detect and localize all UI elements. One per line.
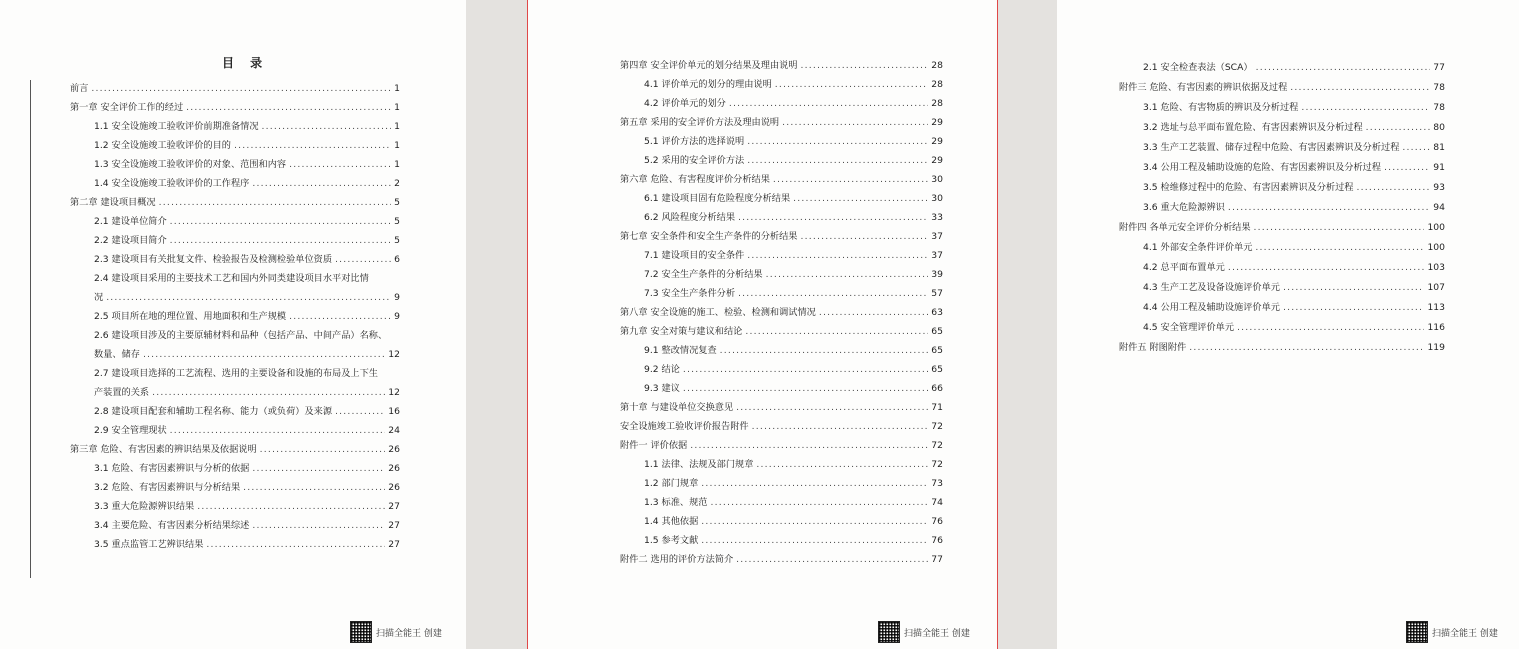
toc-entry bbox=[644, 250, 943, 262]
toc-entry bbox=[620, 60, 943, 72]
toc-page-number: 63 bbox=[931, 307, 943, 318]
leader-dots bbox=[819, 307, 928, 319]
toc-page-number: 26 bbox=[388, 444, 400, 455]
scanner-watermark bbox=[878, 621, 970, 643]
leader-dots bbox=[1290, 82, 1430, 94]
leader-dots bbox=[170, 216, 391, 228]
toc-entry-text: 3.4 公用工程及辅助设施的危险、有害因素辨识及分析过程 bbox=[1143, 162, 1382, 173]
toc-page-number: 6 bbox=[394, 254, 400, 265]
toc-entry bbox=[644, 535, 943, 547]
toc-entry bbox=[1143, 262, 1445, 274]
toc-entry bbox=[70, 102, 400, 114]
toc-entry-text: 3.3 重大危险源辨识结果 bbox=[94, 501, 195, 512]
toc-page-number: 1 bbox=[394, 140, 400, 151]
toc-page-number: 26 bbox=[388, 482, 400, 493]
toc-entry bbox=[1119, 342, 1445, 354]
toc-page-number: 27 bbox=[388, 501, 400, 512]
leader-dots bbox=[159, 197, 392, 209]
leader-dots bbox=[197, 501, 385, 513]
leader-dots bbox=[683, 383, 928, 395]
toc-entry bbox=[1143, 62, 1445, 74]
toc-entry-text: 2.5 项目所在地的理位置、用地面积和生产规模 bbox=[94, 311, 287, 322]
toc-entry bbox=[1143, 242, 1445, 254]
toc-entry bbox=[94, 178, 400, 190]
toc-entry-text: 第六章 危险、有害程度评价分析结果 bbox=[620, 174, 770, 185]
toc-entry bbox=[1143, 282, 1445, 294]
leader-dots bbox=[701, 478, 928, 490]
leader-dots bbox=[800, 60, 928, 72]
toc-entry-text: 3.1 危险、有害因素辨识与分析的依据 bbox=[94, 463, 250, 474]
toc-entry bbox=[94, 368, 400, 380]
toc-entry-text: 1.1 法律、法规及部门规章 bbox=[644, 459, 754, 470]
toc-entry-text: 9.1 整改情况复查 bbox=[644, 345, 717, 356]
qr-code-icon bbox=[878, 621, 900, 643]
toc-page-number: 1 bbox=[394, 159, 400, 170]
toc-page-number: 5 bbox=[394, 235, 400, 246]
leader-dots bbox=[800, 231, 928, 243]
toc-page-number: 73 bbox=[931, 478, 943, 489]
toc-entry-text: 4.2 总平面布置单元 bbox=[1143, 262, 1225, 273]
leader-dots bbox=[701, 535, 928, 547]
toc-entry bbox=[620, 307, 943, 319]
leader-dots bbox=[738, 288, 928, 300]
leader-dots bbox=[289, 159, 391, 171]
toc-page-number: 28 bbox=[931, 79, 943, 90]
toc-entry-text: 2.4 建设项目采用的主要技术工艺和国内外同类建设项目水平对比情 bbox=[94, 273, 369, 284]
toc-entry bbox=[644, 212, 943, 224]
toc-entry bbox=[620, 174, 943, 186]
toc-entry bbox=[644, 383, 943, 395]
toc-entry bbox=[94, 216, 400, 228]
toc-page-number: 12 bbox=[388, 349, 400, 360]
leader-dots bbox=[1384, 162, 1430, 174]
toc-page-number: 28 bbox=[931, 98, 943, 109]
toc-entry bbox=[94, 501, 400, 513]
leader-dots bbox=[782, 117, 928, 129]
toc-entry-text: 2.2 建设项目简介 bbox=[94, 235, 167, 246]
toc-entry-text: 9.3 建议 bbox=[644, 383, 680, 394]
toc-entry-text: 第九章 安全对策与建议和结论 bbox=[620, 326, 743, 337]
leader-dots bbox=[1228, 262, 1425, 274]
toc-entry bbox=[94, 425, 400, 437]
toc-entry-text: 况 bbox=[94, 292, 104, 303]
toc-page-number: 5 bbox=[394, 216, 400, 227]
toc-entry-text: 1.3 安全设施竣工验收评价的对象、范围和内容 bbox=[94, 159, 287, 170]
toc-entry-text: 第一章 安全评价工作的经过 bbox=[70, 102, 184, 113]
toc-entry bbox=[644, 345, 943, 357]
toc-page-number: 16 bbox=[388, 406, 400, 417]
toc-entry bbox=[620, 554, 943, 566]
toc-page-number: 2 bbox=[394, 178, 400, 189]
leader-dots bbox=[793, 193, 928, 205]
toc-entry-text: 附件二 选用的评价方法简介 bbox=[620, 554, 734, 565]
toc-page-number: 1 bbox=[394, 83, 400, 94]
toc-entry bbox=[94, 121, 400, 133]
leader-dots bbox=[289, 311, 391, 323]
toc-entry-text: 9.2 结论 bbox=[644, 364, 680, 375]
toc-entry-text: 2.1 建设单位简介 bbox=[94, 216, 167, 227]
toc-page-number: 39 bbox=[931, 269, 943, 280]
toc-entry-text: 3.2 危险、有害因素辨识与分析结果 bbox=[94, 482, 241, 493]
toc-entry-text: 7.3 安全生产条件分析 bbox=[644, 288, 736, 299]
toc-entry-text: 前言 bbox=[70, 83, 89, 94]
toc-entry-text: 附件五 附图附件 bbox=[1119, 342, 1187, 353]
toc-entry bbox=[644, 364, 943, 376]
leader-dots bbox=[1366, 122, 1431, 134]
leader-dots bbox=[1283, 282, 1424, 294]
leader-dots bbox=[143, 349, 385, 361]
toc-entry bbox=[620, 402, 943, 414]
toc-entry bbox=[94, 349, 400, 361]
page-gap bbox=[466, 0, 527, 649]
toc-title: 目 录 bbox=[222, 56, 269, 70]
leader-dots bbox=[1402, 142, 1430, 154]
toc-entry bbox=[620, 231, 943, 243]
toc-entry-text: 第七章 安全条件和安全生产条件的分析结果 bbox=[620, 231, 798, 242]
toc-page-number: 30 bbox=[931, 193, 943, 204]
toc-entry-text: 1.2 安全设施竣工验收评价的目的 bbox=[94, 140, 231, 151]
toc-entry-text: 第四章 安全评价单元的划分结果及理由说明 bbox=[620, 60, 798, 71]
toc-entry bbox=[644, 155, 943, 167]
toc-entry bbox=[70, 197, 400, 209]
toc-page-number: 72 bbox=[931, 440, 943, 451]
toc-page-number: 37 bbox=[931, 250, 943, 261]
toc-entry-text: 第八章 安全设施的施工、检验、检测和调试情况 bbox=[620, 307, 816, 318]
toc-page-number: 27 bbox=[388, 520, 400, 531]
toc-entry bbox=[94, 482, 400, 494]
leader-dots bbox=[335, 254, 391, 266]
document-page-2 bbox=[527, 0, 998, 649]
toc-entry bbox=[644, 98, 943, 110]
toc-entry-text: 数量、储存 bbox=[94, 349, 140, 360]
toc-entry-text: 4.3 生产工艺及设备设施评价单元 bbox=[1143, 282, 1280, 293]
toc-page-number: 72 bbox=[931, 459, 943, 470]
toc-entry-text: 3.1 危险、有害物质的辨识及分析过程 bbox=[1143, 102, 1299, 113]
leader-dots bbox=[690, 440, 928, 452]
leader-dots bbox=[1256, 62, 1431, 74]
toc-entry-text: 2.7 建设项目选择的工艺流程、选用的主要设备和设施的布局及上下生 bbox=[94, 368, 378, 379]
leader-dots bbox=[1254, 222, 1425, 234]
leader-dots bbox=[773, 174, 928, 186]
toc-entry-text: 4.1 外部安全条件评价单元 bbox=[1143, 242, 1253, 253]
scan-edge-line bbox=[30, 80, 31, 578]
toc-entry-text: 3.2 选址与总平面布置危险、有害因素辨识及分析过程 bbox=[1143, 122, 1363, 133]
toc-page-number: 26 bbox=[388, 463, 400, 474]
toc-page-number: 71 bbox=[931, 402, 943, 413]
toc-entry-text: 4.1 评价单元的划分的理由说明 bbox=[644, 79, 772, 90]
toc-entry-text: 2.6 建设项目涉及的主要原辅材料和品种（包括产品、中间产品）名称、 bbox=[94, 330, 388, 341]
leader-dots bbox=[170, 425, 386, 437]
leader-dots bbox=[260, 444, 386, 456]
toc-entry bbox=[94, 520, 400, 532]
toc-entry-text: 2.3 建设项目有关批复文件、检验报告及检测检验单位资质 bbox=[94, 254, 333, 265]
toc-entry-text: 1.1 安全设施竣工验收评价前期准备情况 bbox=[94, 121, 259, 132]
toc-page-number: 28 bbox=[931, 60, 943, 71]
toc-entry bbox=[94, 273, 400, 285]
toc-entry bbox=[94, 463, 400, 475]
toc-page-number: 30 bbox=[931, 174, 943, 185]
document-page-1 bbox=[0, 0, 466, 649]
toc-page-number: 24 bbox=[388, 425, 400, 436]
leader-dots bbox=[1283, 302, 1424, 314]
leader-dots bbox=[745, 326, 928, 338]
toc-page-number: 93 bbox=[1433, 182, 1445, 193]
leader-dots bbox=[720, 345, 929, 357]
toc-page-number: 100 bbox=[1427, 242, 1445, 253]
toc-page-number: 81 bbox=[1433, 142, 1445, 153]
toc-entry-text: 1.5 参考文献 bbox=[644, 535, 699, 546]
toc-entry bbox=[94, 254, 400, 266]
toc-entry bbox=[644, 79, 943, 91]
toc-entry bbox=[644, 459, 943, 471]
toc-entry bbox=[1119, 82, 1445, 94]
toc-entry-text: 5.2 采用的安全评价方法 bbox=[644, 155, 745, 166]
leader-dots bbox=[106, 292, 391, 304]
leader-dots bbox=[1237, 322, 1424, 334]
toc-page-number: 65 bbox=[931, 326, 943, 337]
toc-entry bbox=[644, 269, 943, 281]
toc-page-number: 91 bbox=[1433, 162, 1445, 173]
toc-entry bbox=[620, 326, 943, 338]
toc-entry-text: 附件一 评价依据 bbox=[620, 440, 688, 451]
leader-dots bbox=[729, 98, 928, 110]
toc-entry bbox=[644, 478, 943, 490]
toc-entry bbox=[644, 516, 943, 528]
leader-dots bbox=[736, 402, 928, 414]
toc-page-number: 9 bbox=[394, 311, 400, 322]
leader-dots bbox=[683, 364, 928, 376]
toc-page-number: 27 bbox=[388, 539, 400, 550]
toc-entry-text: 2.1 安全检查表法（SCA） bbox=[1143, 62, 1253, 73]
toc-page-number: 65 bbox=[931, 364, 943, 375]
toc-entry-text: 第十章 与建设单位交换意见 bbox=[620, 402, 734, 413]
toc-entry bbox=[94, 235, 400, 247]
watermark-label: 扫描全能王 创建 bbox=[904, 628, 970, 639]
qr-code-icon bbox=[350, 621, 372, 643]
toc-entry-text: 安全设施竣工验收评价报告附件 bbox=[620, 421, 749, 432]
toc-entry-text: 3.3 生产工艺装置、储存过程中危险、有害因素辨识及分析过程 bbox=[1143, 142, 1400, 153]
toc-entry-text: 附件三 危险、有害因素的辨识依据及过程 bbox=[1119, 82, 1288, 93]
toc-page-number: 29 bbox=[931, 117, 943, 128]
leader-dots bbox=[1356, 182, 1430, 194]
leader-dots bbox=[752, 421, 929, 433]
toc-entry bbox=[620, 421, 943, 433]
leader-dots bbox=[234, 140, 391, 152]
leader-dots bbox=[701, 516, 928, 528]
qr-code-icon bbox=[1406, 621, 1428, 643]
leader-dots bbox=[747, 250, 928, 262]
leader-dots bbox=[252, 463, 385, 475]
scanner-watermark bbox=[1406, 621, 1498, 643]
toc-entry bbox=[620, 117, 943, 129]
leader-dots bbox=[1255, 242, 1424, 254]
toc-entry bbox=[94, 330, 400, 342]
toc-page-number: 5 bbox=[394, 197, 400, 208]
toc-entry-text: 1.3 标准、规范 bbox=[644, 497, 708, 508]
toc-entry bbox=[70, 83, 400, 95]
scanner-watermark bbox=[350, 621, 442, 643]
toc-page-number: 1 bbox=[394, 102, 400, 113]
toc-page-number: 57 bbox=[931, 288, 943, 299]
leader-dots bbox=[152, 387, 385, 399]
toc-entry-text: 2.8 建设项目配套和辅助工程名称、能力（或负荷）及来源 bbox=[94, 406, 333, 417]
toc-entry-text: 附件四 各单元安全评价分析结果 bbox=[1119, 222, 1251, 233]
toc-entry-text: 第五章 采用的安全评价方法及理由说明 bbox=[620, 117, 780, 128]
leader-dots bbox=[1189, 342, 1424, 354]
toc-page-number: 76 bbox=[931, 535, 943, 546]
toc-entry bbox=[1143, 202, 1445, 214]
leader-dots bbox=[206, 539, 385, 551]
toc-page-number: 100 bbox=[1427, 222, 1445, 233]
leader-dots bbox=[1228, 202, 1430, 214]
leader-dots bbox=[1301, 102, 1430, 114]
toc-page-number: 76 bbox=[931, 516, 943, 527]
toc-entry bbox=[94, 292, 400, 304]
toc-page-number: 29 bbox=[931, 155, 943, 166]
toc-page-number: 12 bbox=[388, 387, 400, 398]
leader-dots bbox=[335, 406, 385, 418]
toc-entry bbox=[1143, 302, 1445, 314]
toc-entry-text: 1.4 其他依据 bbox=[644, 516, 699, 527]
toc-entry bbox=[644, 193, 943, 205]
toc-entry bbox=[94, 311, 400, 323]
leader-dots bbox=[170, 235, 391, 247]
toc-entry bbox=[1143, 162, 1445, 174]
toc-entry-text: 3.5 重点监管工艺辨识结果 bbox=[94, 539, 204, 550]
toc-entry bbox=[1143, 122, 1445, 134]
toc-page-number: 113 bbox=[1427, 302, 1445, 313]
leader-dots bbox=[738, 212, 928, 224]
toc-page-number: 77 bbox=[931, 554, 943, 565]
leader-dots bbox=[252, 520, 385, 532]
leader-dots bbox=[186, 102, 391, 114]
toc-entry-text: 4.2 评价单元的划分 bbox=[644, 98, 726, 109]
toc-page-number: 80 bbox=[1433, 122, 1445, 133]
leader-dots bbox=[243, 482, 385, 494]
toc-page-number: 1 bbox=[394, 121, 400, 132]
toc-entry-text: 2.9 安全管理现状 bbox=[94, 425, 167, 436]
toc-page-number: 29 bbox=[931, 136, 943, 147]
toc-entry bbox=[94, 406, 400, 418]
toc-entry-text: 4.4 公用工程及辅助设施评价单元 bbox=[1143, 302, 1280, 313]
toc-page-number: 66 bbox=[931, 383, 943, 394]
toc-page-number: 37 bbox=[931, 231, 943, 242]
toc-entry bbox=[1143, 182, 1445, 194]
toc-entry-text: 3.6 重大危险源辨识 bbox=[1143, 202, 1225, 213]
toc-page-number: 107 bbox=[1427, 282, 1445, 293]
toc-entry bbox=[94, 539, 400, 551]
leader-dots bbox=[252, 178, 391, 190]
toc-page-number: 74 bbox=[931, 497, 943, 508]
toc-entry-text: 3.4 主要危险、有害因素分析结果综述 bbox=[94, 520, 250, 531]
toc-entry bbox=[1143, 102, 1445, 114]
leader-dots bbox=[747, 155, 928, 167]
document-page-3 bbox=[1057, 0, 1519, 649]
toc-entry-text: 3.5 检维修过程中的危险、有害因素辨识及分析过程 bbox=[1143, 182, 1354, 193]
leader-dots bbox=[736, 554, 928, 566]
toc-entry bbox=[644, 136, 943, 148]
toc-entry bbox=[70, 444, 400, 456]
leader-dots bbox=[775, 79, 929, 91]
toc-page-number: 94 bbox=[1433, 202, 1445, 213]
toc-entry-text: 第二章 建设项目概况 bbox=[70, 197, 156, 208]
toc-entry bbox=[1119, 222, 1445, 234]
toc-page-number: 9 bbox=[394, 292, 400, 303]
watermark-label: 扫描全能王 创建 bbox=[376, 628, 442, 639]
leader-dots bbox=[756, 459, 928, 471]
toc-entry-text: 产装置的关系 bbox=[94, 387, 150, 398]
toc-page-number: 78 bbox=[1433, 102, 1445, 113]
toc-page-number: 119 bbox=[1427, 342, 1445, 353]
toc-entry-text: 4.5 安全管理评价单元 bbox=[1143, 322, 1235, 333]
toc-entry bbox=[94, 387, 400, 399]
toc-entry-text: 7.1 建设项目的安全条件 bbox=[644, 250, 745, 261]
toc-page-number: 103 bbox=[1427, 262, 1445, 273]
toc-entry-text: 7.2 安全生产条件的分析结果 bbox=[644, 269, 763, 280]
toc-page-number: 116 bbox=[1427, 322, 1445, 333]
leader-dots bbox=[262, 121, 392, 133]
toc-entry bbox=[644, 497, 943, 509]
toc-entry-text: 5.1 评价方法的选择说明 bbox=[644, 136, 745, 147]
toc-entry-text: 6.1 建设项目固有危险程度分析结果 bbox=[644, 193, 791, 204]
toc-entry-text: 第三章 危险、有害因素的辨识结果及依据说明 bbox=[70, 444, 257, 455]
toc-entry bbox=[620, 440, 943, 452]
watermark-label: 扫描全能王 创建 bbox=[1432, 628, 1498, 639]
toc-entry bbox=[1143, 322, 1445, 334]
leader-dots bbox=[766, 269, 929, 281]
toc-entry bbox=[94, 159, 400, 171]
toc-page-number: 78 bbox=[1433, 82, 1445, 93]
toc-entry-text: 1.2 部门规章 bbox=[644, 478, 699, 489]
toc-page-number: 77 bbox=[1433, 62, 1445, 73]
toc-page-number: 65 bbox=[931, 345, 943, 356]
toc-entry bbox=[94, 140, 400, 152]
toc-entry-text: 6.2 风险程度分析结果 bbox=[644, 212, 736, 223]
page-gap bbox=[998, 0, 1057, 649]
toc-entry bbox=[1143, 142, 1445, 154]
leader-dots bbox=[710, 497, 928, 509]
leader-dots bbox=[91, 83, 391, 95]
toc-page-number: 72 bbox=[931, 421, 943, 432]
toc-entry-text: 1.4 安全设施竣工验收评价的工作程序 bbox=[94, 178, 250, 189]
toc-entry bbox=[644, 288, 943, 300]
leader-dots bbox=[747, 136, 928, 148]
toc-page-number: 33 bbox=[931, 212, 943, 223]
